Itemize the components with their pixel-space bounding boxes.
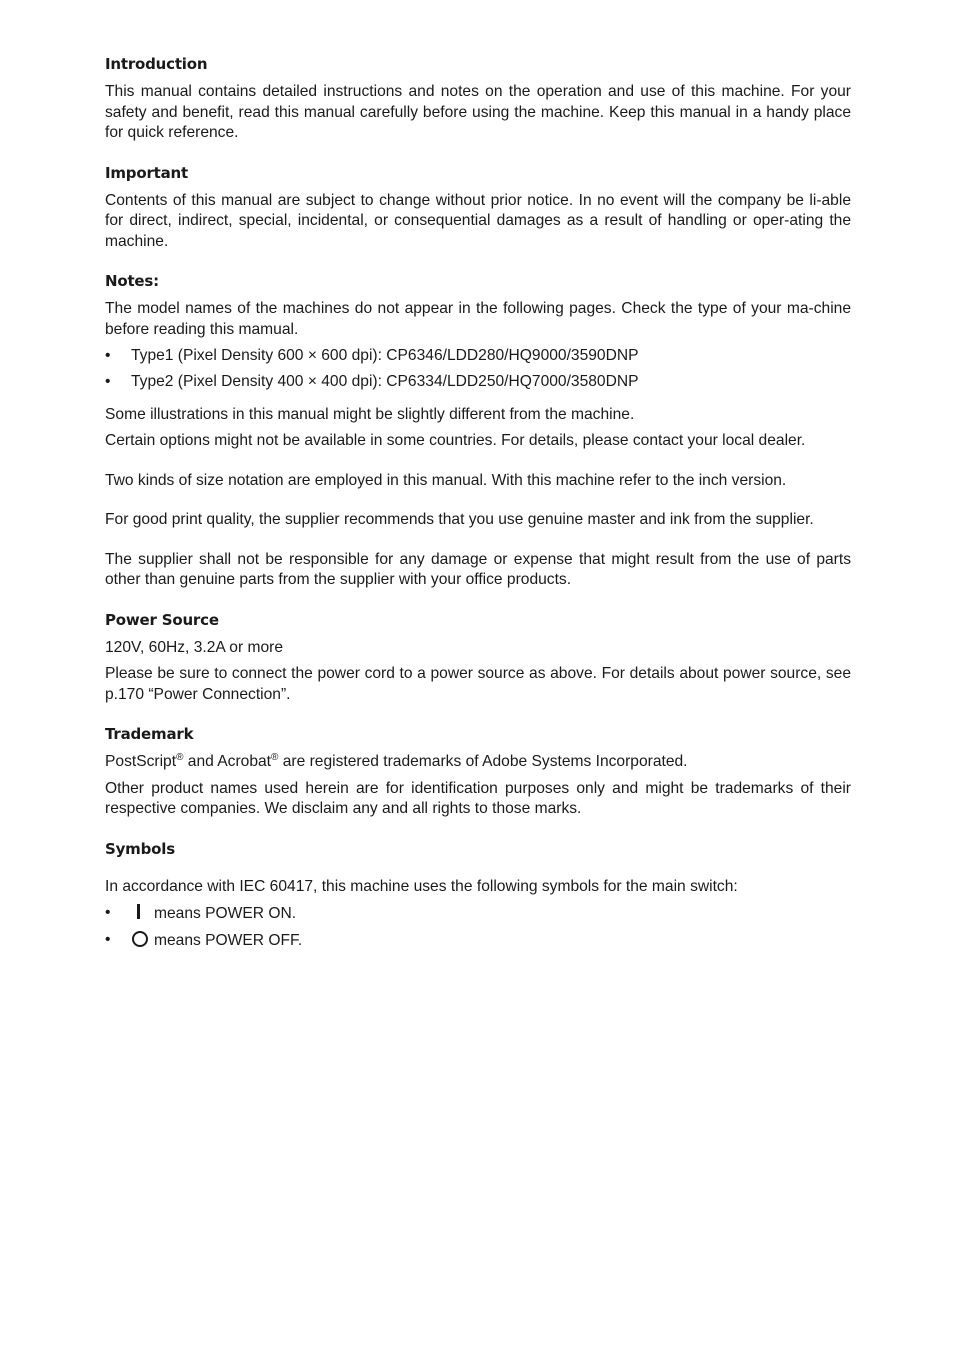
type1-text: Type1 (Pixel Density 600 × 600 dpi): CP6346/LDD280/HQ9000/3590DNP xyxy=(131,347,639,364)
power-source-section xyxy=(105,610,851,706)
trademark-adobe: PostScript® and Acrobat® are registered trademarks of Adobe Systems Incorporated. xyxy=(105,752,688,770)
power-rating: 120V, 60Hz, 3.2A or more xyxy=(105,638,283,656)
notes-section xyxy=(105,271,851,591)
notes-options: Certain options might not be available in some countries. For details, please contact your local dealer. xyxy=(105,432,806,449)
introduction-heading: Introduction xyxy=(105,55,208,73)
power-on-text: means POWER ON. xyxy=(154,905,297,922)
power-source-heading: Power Source xyxy=(105,610,219,629)
notes-heading: Notes: xyxy=(105,272,159,290)
list-item xyxy=(105,903,851,925)
bullet: • xyxy=(105,373,111,390)
notes-size-notation: Two kinds of size notation are employed in this manual. With this machine refer to the inch version. xyxy=(105,471,787,489)
notes-illustrations: Some illustrations in this manual might be slightly different from the machine. xyxy=(105,405,635,423)
symbols-list xyxy=(105,903,851,952)
power-source-text: Please be sure to connect the power cord to a power source as above. For details about power source, see p.170 “Power Connection”. xyxy=(105,665,851,703)
list-item xyxy=(105,372,851,393)
power-off-icon xyxy=(131,930,148,948)
symbols-section xyxy=(105,839,851,952)
introduction-section xyxy=(105,54,851,144)
important-text: Contents of this manual are subject to change without prior notice. In no event will the company be li-able for direct, indirect, special, incidental, or consequential damages as a result of handling or oper-ating the machine. xyxy=(105,191,851,250)
introduction-text: This manual contains detailed instructions and notes on the operation and use of this machine. For your safety and benefit, read this manual carefully before using the machine. Keep this manual in a handy place for quick reference. xyxy=(105,83,851,141)
model-type-list xyxy=(105,346,851,393)
power-on-icon xyxy=(131,903,148,921)
trademark-heading: Trademark xyxy=(105,725,194,743)
notes-intro: The model names of the machines do not appear in the following pages. Check the type of your ma-chine before reading this mamual. xyxy=(105,300,851,338)
list-item xyxy=(105,930,851,952)
important-heading: Important xyxy=(105,163,188,182)
type2-text: Type2 (Pixel Density 400 × 400 dpi): CP6334/LDD250/HQ7000/3580DNP xyxy=(131,373,639,390)
symbols-heading: Symbols xyxy=(105,839,175,858)
trademark-other: Other product names used herein are for identification purposes only and might be trademarks of their respective companies. We disclaim any and all rights to those marks. xyxy=(105,779,851,817)
list-item xyxy=(105,346,851,367)
bullet: • xyxy=(105,904,111,921)
notes-print-quality: For good print quality, the supplier recommends that you use genuine master and ink from the supplier. xyxy=(105,511,814,528)
power-off-text: means POWER OFF. xyxy=(154,932,303,949)
trademark-section xyxy=(105,724,851,820)
symbols-intro: In accordance with IEC 60417, this machine uses the following symbols for the main switch: xyxy=(105,877,738,895)
document-page xyxy=(105,54,851,957)
bullet: • xyxy=(105,931,111,948)
notes-liability: The supplier shall not be responsible for any damage or expense that might result from the use of parts other than genuine parts from the supplier with your office products. xyxy=(105,550,851,588)
bullet: • xyxy=(105,347,111,364)
important-section xyxy=(105,163,851,253)
